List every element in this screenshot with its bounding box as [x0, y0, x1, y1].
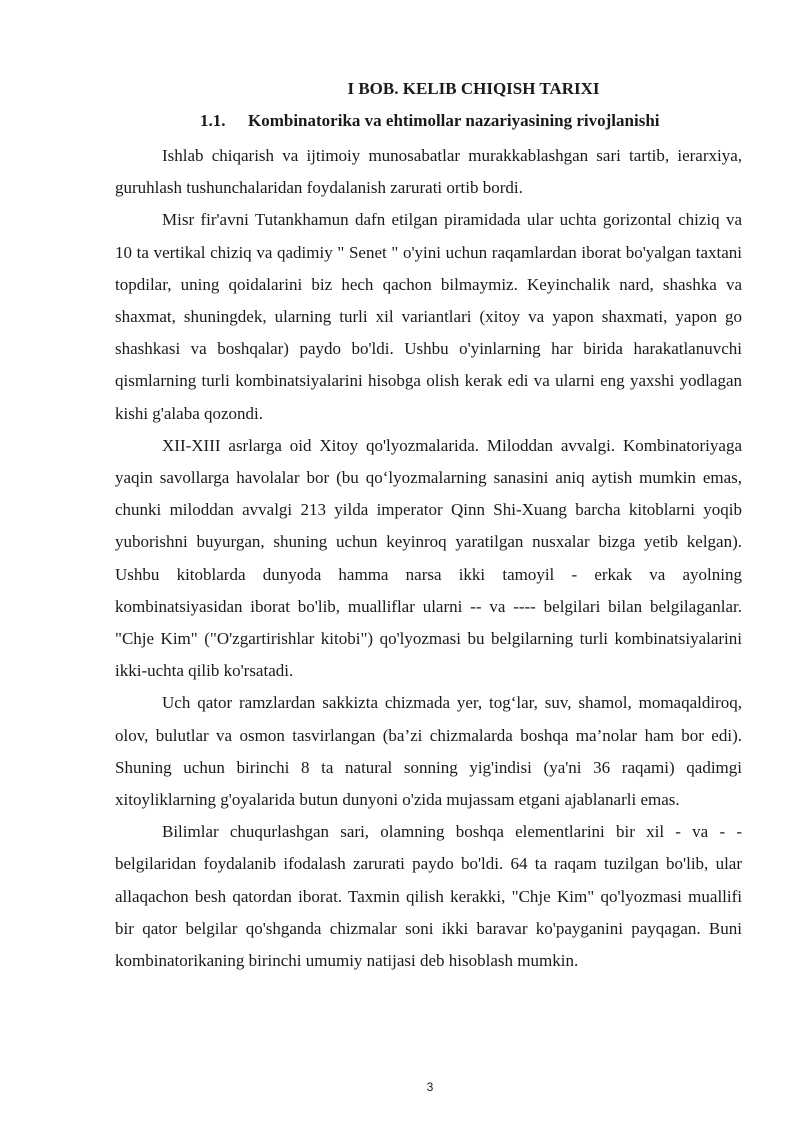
section-number: 1.1.: [200, 111, 226, 130]
paragraph: Misr fir'avni Tutankhamun dafn etilgan piramidada ular uchta gorizontal chiziq va 10 ta vertikal chiziq va qadimiy " Senet " o'yini uchun raqamlardan iborat bo'yalgan taxtani topdilar, uning qoidalarini biz hech qachon bilmaymiz. Keyinchalik nard, shashka va shaxmat, shuningdek, ularning turli xil variantlari (xitoy va yapon shaxmati, yapon go shashkasi va boshqalar) paydo bo'ldi. Ushbu o'yinlarning har birida harakatlanuvchi qismlarning turli kombinatsiyalarini hisobga olish kerak edi va ularni eng yaxshi yodlagan kishi g'alaba qozondi.: [115, 210, 742, 423]
page-number: 3: [426, 1080, 434, 1094]
paragraph: Uch qator ramzlardan sakkizta chizmada yer, tog‘lar, suv, shamol, momaqaldiroq, olov, bulutlar va osmon tasvirlangan (ba’zi chizmalarda boshqa ma’nolar ham bor edi). Shuning uchun birinchi 8 ta natural sonning yig'indisi (ya'ni 36 raqami) qadimgi xitoyliklarning g'oyalarida butun dunyoni o'zida mujassam etgani ajablanarli emas.: [115, 693, 742, 810]
paragraph: Bilimlar chuqurlashgan sari, olamning boshqa elementlarini bir xil - va - - belgilaridan foydalanib ifodalash zarurati paydo bo'ldi. 64 ta raqam tuzilgan bo'lib, ular allaqachon besh qatordan iborat. Taxmin qilish kerakki, "Chje Kim" qo'lyozmasi muallifi bir qator belgilar qo'shganda chizmalar soni ikki baravar ko'payganini payqagan. Buni kombinatorikaning birinchi umumiy natijasi deb hisoblash mumkin.: [115, 822, 742, 971]
section-heading: [115, 110, 742, 132]
paragraph: XII-XIII asrlarga oid Xitoy qo'lyozmalarida. Miloddan avvalgi. Kombinatoriyaga yaqin savollarga havolalar bor (bu qo‘lyozmalarning sanasini aniq aytish mumkin emas, chunki miloddan avvalgi 213 yilda imperator Qinn Shi-Xuang barcha kitoblarni yoqib yuborishni buyurgan, shuning uchun keyinroq yaratilgan nusxalar bizga yetib kelgan). Ushbu kitoblarda dunyoda hamma narsa ikki tamoyil - erkak va ayolning kombinatsiyasidan iborat bo'lib, mualliflar ularni -- va ---- belgilari bilan belgilaganlar. "Chje Kim" ("O'zgartirishlar kitobi") qo'lyozmasi bu belgilarning turli kombinatsiyalarini ikki-uchta qilib ko'rsatadi.: [115, 435, 742, 681]
section-title: Kombinatorika va ehtimollar nazariyasining rivojlanishi: [248, 111, 660, 130]
paragraph: Ishlab chiqarish va ijtimoiy munosabatlar murakkablashgan sari tartib, ierarxiya, guruhlash tushunchalaridan foydalanish zarurati ortib bordi.: [115, 146, 742, 198]
chapter-title: I BOB. KELIB CHIQISH TARIXI: [347, 79, 600, 98]
page-body: [115, 78, 742, 977]
